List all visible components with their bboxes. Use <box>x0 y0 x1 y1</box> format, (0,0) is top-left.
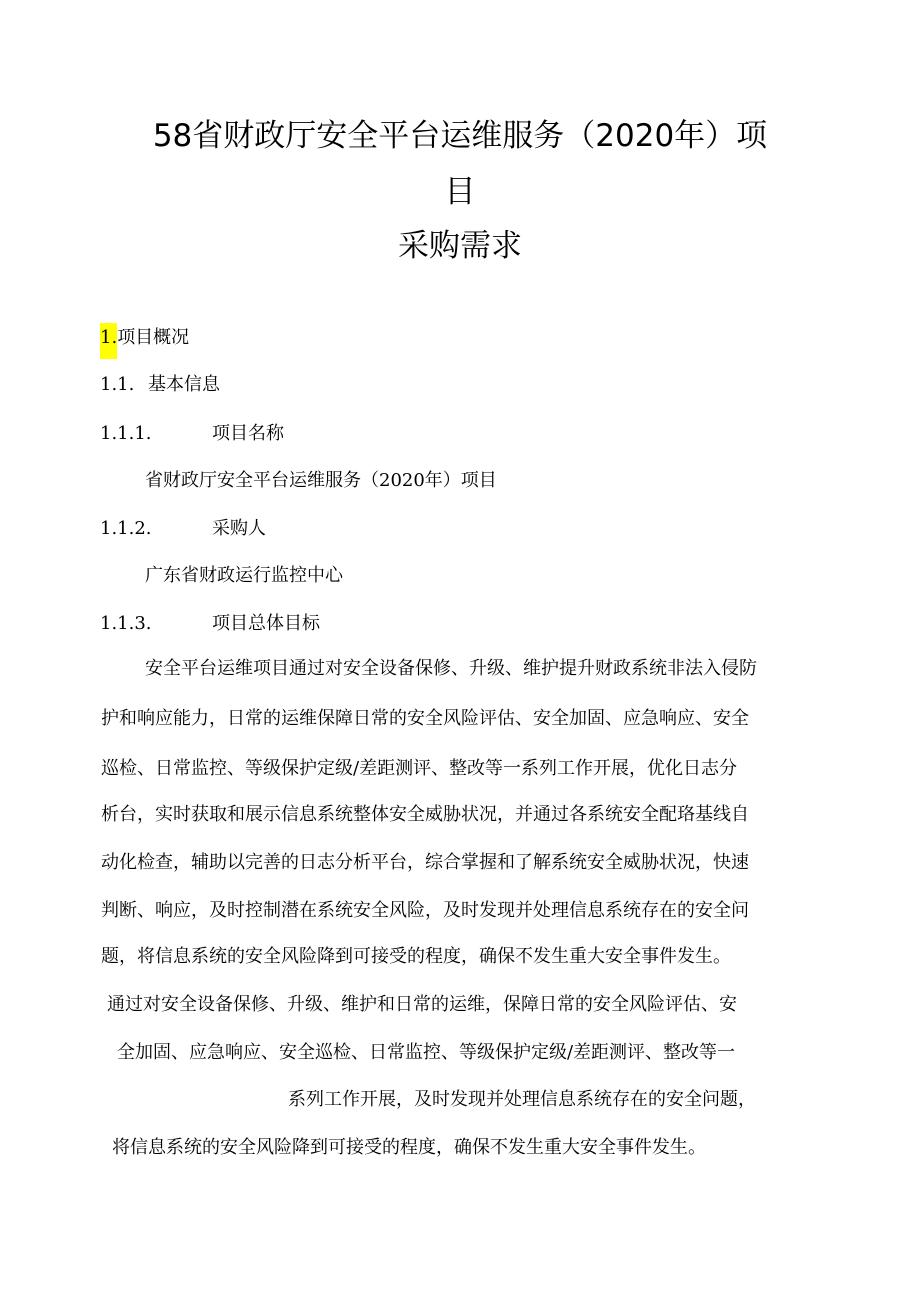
body-line: 判断、响应，及时控制潜在系统安全风险，及时发现并处理信息系统存在的安全问 <box>101 900 749 921</box>
body-line: 安全平台运维项目通过对安全设备保修、升级、维护提升财政系统非法入侵防 <box>145 658 757 679</box>
section-1-1-3-label: 项目总体目标 <box>212 613 320 634</box>
body-line: 护和响应能力，日常的运维保障日常的安全风险评估、安全加固、应急响应、安全 <box>101 708 749 729</box>
section-1-1-2-heading <box>100 516 266 542</box>
trailing-line: 将信息系统的安全风险降到可接受的程度，确保不发生重大安全事件发生。 <box>112 1137 706 1158</box>
section-1-1-2-label: 采购人 <box>212 518 266 539</box>
trailing-line: 全加固、应急响应、安全巡检、日常监控、等级保护定级/差距测评、整改等一 <box>117 1042 736 1063</box>
purchaser-value: 广东省财政运行监控中心 <box>145 565 343 586</box>
trailing-line: 系列工作开展，及时发现并处理信息系统存在的安全问题， <box>288 1089 756 1110</box>
trailing-line: 通过对安全设备保修、升级、维护和日常的运维，保障日常的安全风险评估、安 <box>107 994 737 1015</box>
body-line: 巡检、日常监控、等级保护定级/差距测评、整改等一系列工作开展，优化日志分 <box>101 758 738 779</box>
section-1-heading <box>100 323 189 359</box>
section-1-1-2-number: 1.1.2. <box>100 518 152 539</box>
section-1-1-heading <box>100 372 220 398</box>
section-1-1-1-heading <box>100 421 284 447</box>
section-1-number: 1. <box>100 323 117 359</box>
body-line: 动化检查，辅助以完善的日志分析平台，综合掌握和了解系统安全威胁状况，快速 <box>101 852 749 873</box>
section-1-1-1-number: 1.1.1. <box>100 423 152 444</box>
section-1-1-3-number: 1.1.3. <box>100 613 152 634</box>
document-title-line-2: 目 <box>444 174 476 210</box>
section-1-1-1-label: 项目名称 <box>212 423 284 444</box>
project-name-value: 省财政厅安全平台运维服务（2020年）项目 <box>145 470 497 491</box>
body-line: 析台，实时获取和展示信息系统整体安全威胁状况，并通过各系统安全配珞基线自 <box>101 804 749 825</box>
document-title-line-1: 58省财政厅安全平台运维服务（2020年）项 <box>152 118 768 154</box>
section-1-1-label: 基本信息 <box>148 374 220 395</box>
document-title-line-3: 采购需求 <box>398 228 522 264</box>
body-line: 题，将信息系统的安全风险降到可接受的程度，确保不发生重大安全事件发生。 <box>101 946 731 967</box>
section-1-label: 项目概况 <box>117 327 190 348</box>
section-1-1-3-heading <box>100 611 320 637</box>
section-1-1-number: 1.1. <box>100 374 135 395</box>
